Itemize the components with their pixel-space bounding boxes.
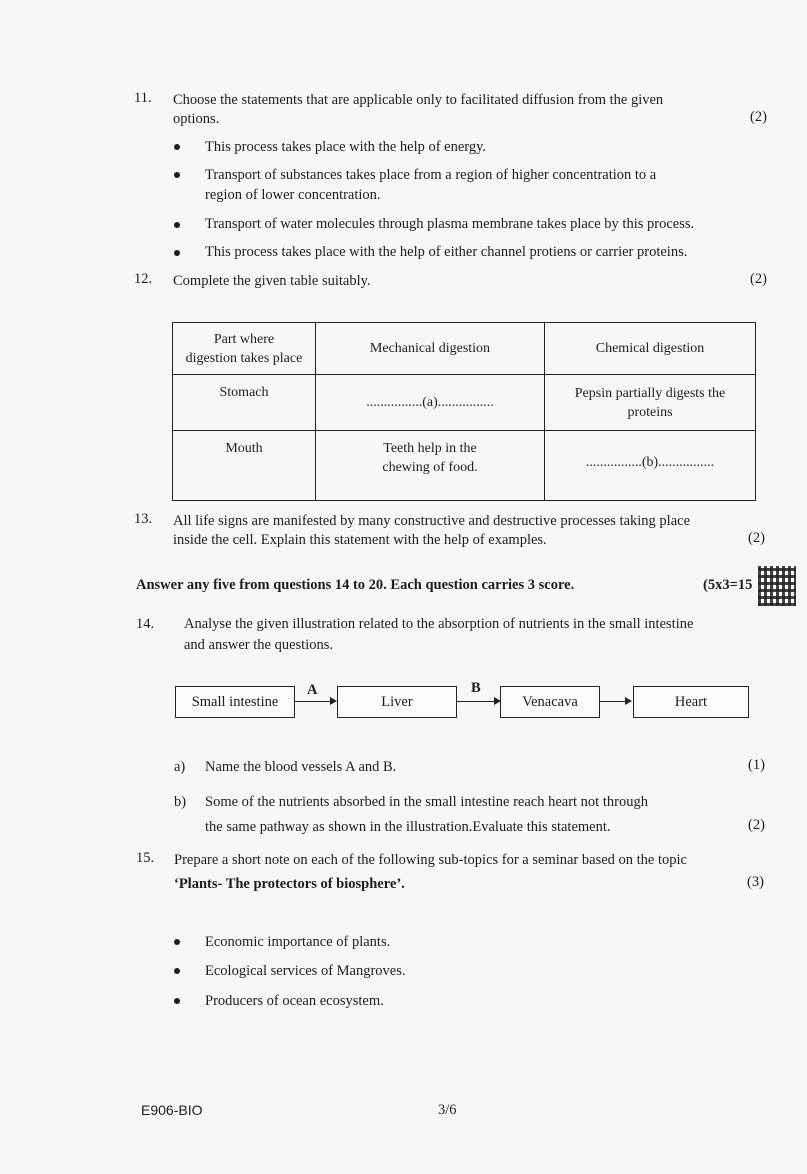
q14b-label: b) xyxy=(174,794,187,810)
table-header-row xyxy=(173,323,756,375)
q14b-text-line1: Some of the nutrients absorbed in the small intestine reach heart not through xyxy=(205,794,648,810)
bullet-icon xyxy=(174,998,180,1004)
bullet-icon xyxy=(174,968,180,974)
q11-text-line1: Choose the statements that are applicable only to facilitated diffusion from the given xyxy=(173,92,664,108)
q12-text: Complete the given table suitably. xyxy=(173,273,371,289)
flow-box-small-intestine: Small intestine xyxy=(175,686,295,718)
footer-page-number: 3/6 xyxy=(438,1102,457,1118)
pepsin-line1: Pepsin partially digests the xyxy=(574,385,726,401)
q11-marks: (2) xyxy=(750,109,767,125)
q15-item-1: Economic importance of plants. xyxy=(205,934,391,950)
q12-number: 12. xyxy=(134,271,153,287)
teeth-line1: Teeth help in the xyxy=(383,441,477,456)
q15-text-line2: ‘Plants- The protectors of biosphere’. xyxy=(174,876,405,892)
q15-number: 15. xyxy=(136,850,155,866)
q11-option-1: This process takes place with the help of energy. xyxy=(205,139,487,155)
q12-marks: (2) xyxy=(750,271,767,287)
flow-box-heart: Heart xyxy=(633,686,749,718)
bullet-icon xyxy=(174,250,180,256)
table-row xyxy=(173,431,756,501)
digestion-table xyxy=(172,322,756,501)
flow-arrow-c xyxy=(599,701,627,702)
table-cell-mouth: Mouth xyxy=(173,431,316,501)
bullet-icon xyxy=(174,144,180,150)
q13-marks: (2) xyxy=(748,530,765,546)
q13-text-line1: All life signs are manifested by many constructive and destructive processes taking place xyxy=(173,513,691,529)
section-heading: Answer any five from questions 14 to 20. Each question carries 3 score. xyxy=(136,577,575,593)
q11-option-3: Transport of water molecules through plasma membrane takes place by this process. xyxy=(205,216,695,232)
header-part-line1: Part where xyxy=(213,331,275,347)
flow-label-b: B xyxy=(471,680,481,696)
table-header-mechanical: Mechanical digestion xyxy=(316,323,545,375)
arrow-right-icon xyxy=(625,697,632,705)
q11-option-2-line2: region of lower concentration. xyxy=(205,187,381,203)
bullet-icon xyxy=(174,939,180,945)
q15-text-line1: Prepare a short note on each of the following sub-topics for a seminar based on the topic xyxy=(174,852,687,868)
q15-item-2: Ecological services of Mangroves. xyxy=(205,963,406,979)
q14-number: 14. xyxy=(136,616,155,632)
q14a-label: a) xyxy=(174,759,186,775)
q15-item-3: Producers of ocean ecosystem. xyxy=(205,993,384,1009)
q14a-text: Name the blood vessels A and B. xyxy=(205,759,397,775)
arrow-right-icon xyxy=(330,697,337,705)
q11-text-line2: options. xyxy=(173,111,220,127)
q11-option-2-line1: Transport of substances takes place from a region of higher concentration to a xyxy=(205,167,657,183)
table-cell-teeth xyxy=(316,431,545,501)
table-header-chemical: Chemical digestion xyxy=(545,323,756,375)
flow-label-a: A xyxy=(307,682,318,698)
table-header-part xyxy=(173,323,316,375)
q13-text-line2: inside the cell. Explain this statement with the help of examples. xyxy=(173,532,547,548)
flow-box-venacava: Venacava xyxy=(500,686,600,718)
section-score: (5x3=15 xyxy=(703,577,753,593)
q14-text-line1: Analyse the given illustration related to the absorption of nutrients in the small intestine xyxy=(184,616,694,632)
bullet-icon xyxy=(174,172,180,178)
bullet-icon xyxy=(174,222,180,228)
qr-code-icon xyxy=(758,566,796,606)
flow-arrow-a xyxy=(294,701,332,702)
table-cell-stomach: Stomach xyxy=(173,375,316,431)
footer-code: E906-BIO xyxy=(141,1102,203,1118)
q14b-marks: (2) xyxy=(748,817,765,833)
q11-number: 11. xyxy=(134,90,152,106)
q11-option-4: This process takes place with the help of either channel protiens or carrier proteins. xyxy=(205,244,688,260)
q13-number: 13. xyxy=(134,511,153,527)
q14a-marks: (1) xyxy=(748,757,765,773)
q15-marks: (3) xyxy=(747,874,764,890)
q14b-text-line2: the same pathway as shown in the illustration.Evaluate this statement. xyxy=(205,819,611,835)
flow-arrow-b xyxy=(456,701,496,702)
teeth-line2: chewing of food. xyxy=(382,460,478,475)
header-part-line2: digestion takes place xyxy=(185,350,303,366)
pepsin-line2: proteins xyxy=(627,404,673,420)
table-cell-blank-a: ................(a)................ xyxy=(316,375,545,431)
flow-box-liver: Liver xyxy=(337,686,457,718)
q14-text-line2: and answer the questions. xyxy=(184,637,333,653)
table-row xyxy=(173,375,756,431)
table-cell-blank-b: ................(b)................ xyxy=(545,431,756,501)
table-cell-pepsin xyxy=(545,375,756,431)
